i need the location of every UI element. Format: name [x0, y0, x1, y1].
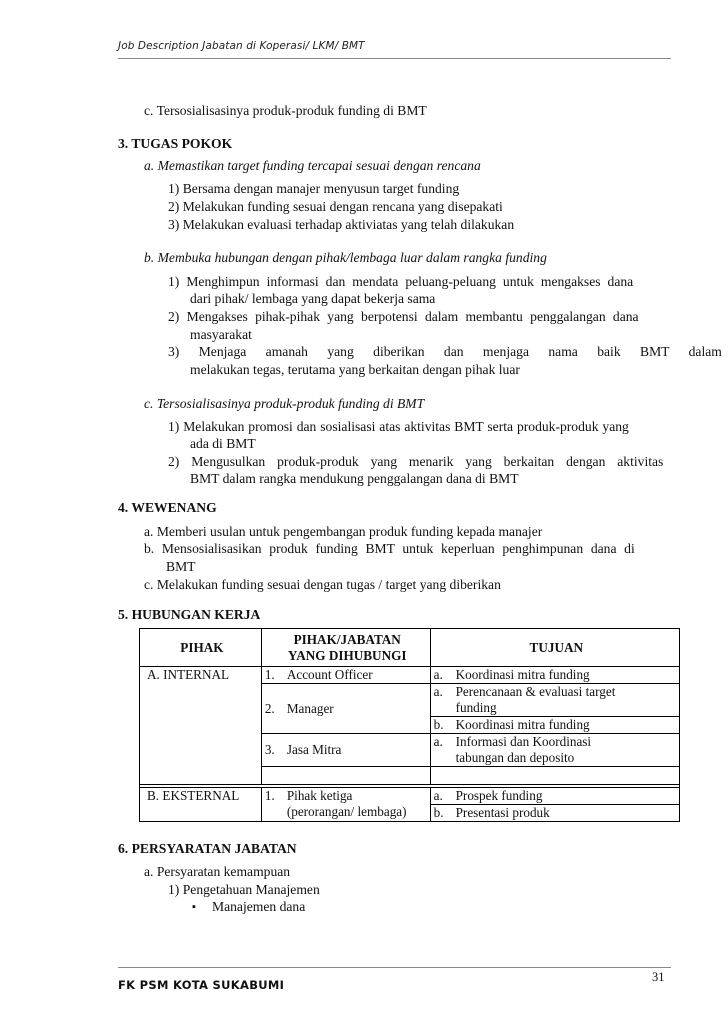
s6-item-a: a. Persyaratan kemampuan [144, 864, 291, 879]
page-header-title: Job Description Jabatan di Koperasi/ LKM/ BMT [118, 40, 365, 52]
tujuan-letter: a. [433, 684, 443, 699]
row-number: 3. [264, 742, 275, 757]
footer-org: FK PSM KOTA SUKABUMI [118, 978, 285, 992]
header-rule [118, 58, 671, 59]
s3-c-item-1-line-1: 1) Melakukan promosi dan sosialisasi atas aktivitas BMT serta produk-produk yang [168, 419, 629, 434]
s3-a-item-1: 1) Bersama dengan manajer menyusun target funding [168, 181, 460, 196]
cell-tujuan [430, 717, 679, 734]
tujuan-text-line-2: tabungan dan deposito [455, 750, 575, 765]
tujuan-text: Koordinasi mitra funding [455, 717, 590, 732]
footer-rule [118, 967, 671, 968]
internal-label: A. INTERNAL [147, 667, 230, 682]
tujuan-letter: b. [433, 805, 444, 820]
s4-item-b-line-1: b. Mensosialisasikan produk funding BMT untuk keperluan penghimpunan dana di [144, 541, 635, 556]
table-header-row [140, 629, 680, 667]
s3-b-item-3-line-1: 3) Menjaga amanah yang diberikan dan menjaga nama baik BMT dalam [168, 344, 722, 359]
header-jabatan-line-1: PIHAK/JABATAN [293, 631, 401, 647]
top-item: c. Tersosialisasinya produk-produk funding di BMT [144, 103, 427, 118]
page-number: 31 [652, 970, 665, 984]
tujuan-letter: a. [433, 667, 443, 682]
s4-item-a: a. Memberi usulan untuk pengembangan produk funding kepada manajer [144, 524, 543, 539]
tujuan-text: Presentasi produk [455, 805, 550, 820]
header-jabatan-line-2: YANG DIHUBUNGI [287, 647, 407, 663]
s3-a-item-2: 2) Melakukan funding sesuai dengan rencana yang disepakati [168, 199, 503, 214]
tujuan-letter: b. [433, 717, 444, 732]
s3-c-label: c. Tersosialisasinya produk-produk funding di BMT [144, 396, 425, 411]
row-number: 1. [264, 667, 275, 682]
cell-account-officer [261, 667, 430, 684]
jabatan-manager: Manager [286, 700, 334, 716]
s3-c-item-1-line-2: ada di BMT [190, 436, 256, 451]
cell-tujuan [430, 667, 679, 684]
cell-tujuan [430, 734, 679, 767]
jabatan-pihak-ketiga-line-2: (perorangan/ lembaga) [286, 804, 407, 819]
s6-item-a-1: 1) Pengetahuan Manajemen [168, 882, 320, 897]
cell-pihak-ketiga [261, 788, 430, 822]
s3-c-item-2-line-2: BMT dalam rangka mendukung penggalangan dana di BMT [190, 471, 519, 486]
section-5-title: 5. HUBUNGAN KERJA [118, 607, 261, 622]
table-row [140, 667, 680, 684]
square-bullet-icon: ▪ [192, 901, 196, 913]
s6-item-a-1-bullet: Manajemen dana [212, 899, 306, 914]
tujuan-letter: a. [433, 788, 443, 803]
s4-item-c: c. Melakukan funding sesuai dengan tugas / target yang diberikan [144, 577, 501, 592]
cell-eksternal [140, 788, 262, 822]
section-3-title: 3. TUGAS POKOK [118, 136, 233, 151]
s3-b-label: b. Membuka hubungan dengan pihak/lembaga luar dalam rangka funding [144, 250, 547, 265]
s3-b-item-3-line-2: melakukan tegas, terutama yang berkaitan dengan pihak luar [190, 362, 520, 377]
cell-manager [261, 684, 430, 734]
tujuan-letter: a. [433, 734, 443, 749]
jabatan-pihak-ketiga-line-1: Pihak ketiga [286, 788, 353, 803]
empty-cell [430, 767, 679, 785]
cell-internal [140, 667, 262, 785]
header-pihak: PIHAK [140, 629, 262, 667]
s3-b-item-1-line-1: 1) Menghimpun informasi dan mendata peluang-peluang untuk mengakses dana [168, 274, 634, 289]
row-number: 1. [264, 788, 275, 803]
tujuan-text-line-1: Informasi dan Koordinasi [455, 734, 592, 749]
s3-b-item-2-line-1: 2) Mengakses pihak-pihak yang berpotensi dalam membantu penggalangan dana [168, 309, 639, 324]
s3-a-label: a. Memastikan target funding tercapai sesuai dengan rencana [144, 158, 481, 173]
header-tujuan: TUJUAN [430, 629, 679, 667]
section-6-title: 6. PERSYARATAN JABATAN [118, 841, 297, 856]
empty-cell [261, 767, 430, 785]
cell-tujuan [430, 684, 679, 717]
s4-item-b-line-2: BMT [166, 559, 196, 574]
s3-b-item-1-line-2: dari pihak/ lembaga yang dapat bekerja sama [190, 291, 436, 306]
s3-a-item-3: 3) Melakukan evaluasi terhadap aktiviatas yang telah dilakukan [168, 217, 515, 232]
jabatan-jasa-mitra: Jasa Mitra [286, 742, 342, 757]
header-jabatan [261, 629, 430, 667]
eksternal-label: B. EKSTERNAL [147, 788, 240, 803]
table-row [140, 788, 680, 805]
cell-tujuan [430, 788, 679, 805]
cell-tujuan [430, 805, 679, 822]
row-number: 2. [264, 700, 275, 716]
tujuan-text: Prospek funding [455, 788, 543, 803]
section-4-title: 4. WEWENANG [118, 500, 217, 515]
s3-b-item-2-line-2: masyarakat [190, 327, 252, 342]
tujuan-text: Koordinasi mitra funding [455, 667, 590, 682]
tujuan-text-line-1: Perencanaan & evaluasi target [455, 684, 616, 699]
cell-jasa-mitra [261, 734, 430, 767]
jabatan-account-officer: Account Officer [286, 667, 373, 682]
tujuan-text-line-2: funding [455, 700, 497, 715]
relations-table [139, 628, 680, 822]
s3-c-item-2-line-1: 2) Mengusulkan produk-produk yang menarik yang berkaitan dengan aktivitas [168, 454, 664, 469]
